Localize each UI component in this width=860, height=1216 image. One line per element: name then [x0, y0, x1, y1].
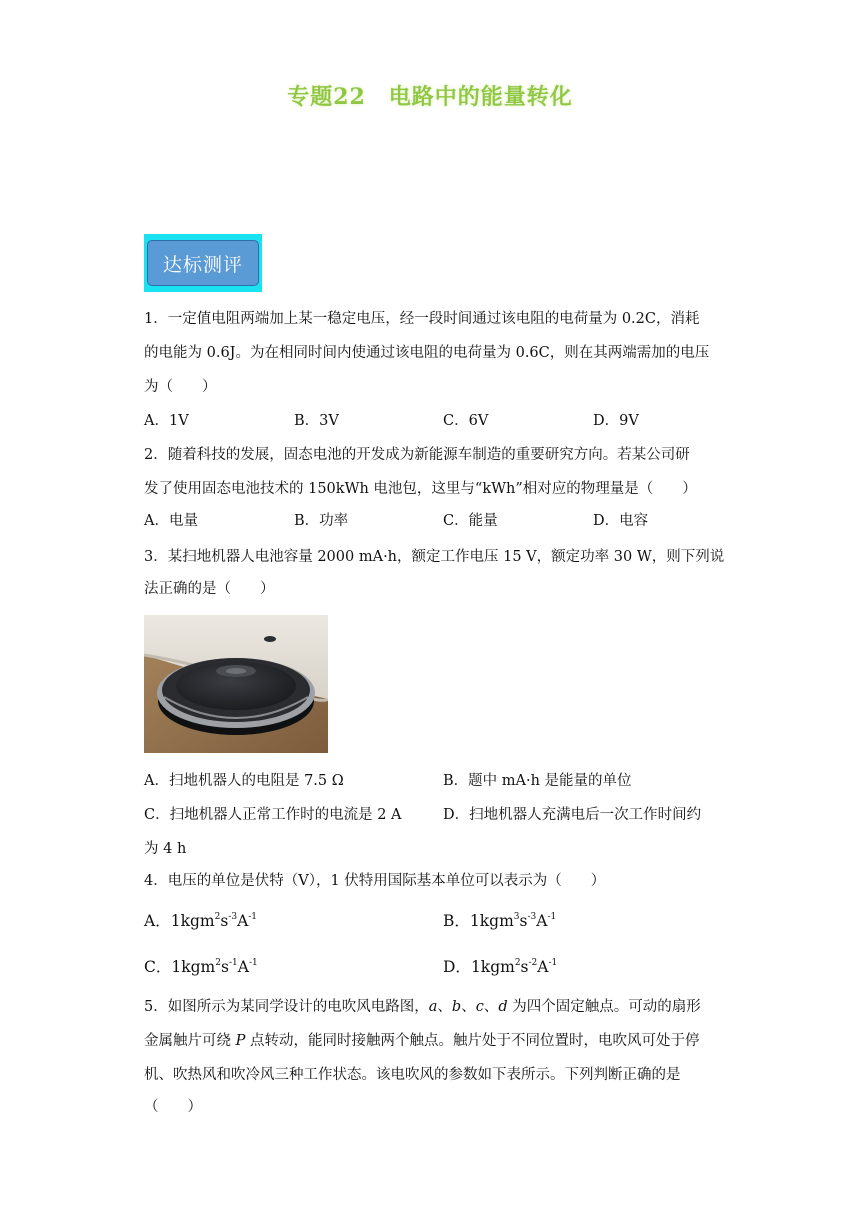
q2-option-b: B．功率	[294, 513, 349, 529]
q1-line-1: 1．一定值电阻两端加上某一稳定电压，经一段时间通过该电阻的电荷量为 0.2C，消耗	[144, 311, 700, 327]
q1-option-d: D．9V	[593, 413, 639, 429]
q3-line-1: 3．某扫地机器人电池容量 2000 mA·h，额定工作电压 15 V，额定功率 30 W，则下列说	[144, 549, 725, 565]
q1-option-c: C．6V	[443, 413, 489, 429]
q4-option-a: A．$1kgm^2s^{-3}A^{-1}$	[144, 912, 258, 930]
q2-line-2: 发了使用固态电池技术的 150kWh 电池包，这里与“kWh”相对应的物理量是（ ）	[144, 481, 697, 497]
q5-line-1: 5．如图所示为某同学设计的电吹风电路图，a、b、c、d 为四个固定触点。可动的扇形	[144, 999, 701, 1015]
robot-vacuum-photo	[144, 615, 328, 753]
q4-option-b: B．$1kgm^3s^{-3}A^{-1}$	[443, 912, 557, 930]
q3-option-b: B．题中 mA·h 是能量的单位	[443, 773, 632, 789]
section-badge-label: 达标测评	[147, 240, 259, 286]
q3-option-d: D．扫地机器人充满电后一次工作时间约	[443, 807, 702, 823]
q1-line-3: 为（ ）	[144, 379, 217, 395]
q5-line-2: 金属触片可绕 P 点转动，能同时接触两个触点。触片处于不同位置时，电吹风可处于停	[144, 1033, 700, 1049]
q1-option-a: A．1V	[144, 413, 189, 429]
q3-line-2: 法正确的是（ ）	[144, 581, 275, 597]
q2-option-a: A．电量	[144, 513, 198, 529]
section-badge	[144, 234, 262, 292]
q5-line-4: （ ）	[144, 1099, 202, 1115]
q3-option-c: C．扫地机器人正常工作时的电流是 2 A	[144, 807, 402, 823]
q3-option-a: A．扫地机器人的电阻是 7.5 Ω	[144, 773, 344, 789]
q2-line-1: 2．随着科技的发展，固态电池的开发成为新能源车制造的重要研究方向。若某公司研	[144, 447, 690, 463]
q5-line-3: 机、吹热风和吹冷风三种工作状态。该电吹风的参数如下表所示。下列判断正确的是	[144, 1067, 681, 1083]
q2-option-d: D．电容	[593, 513, 649, 529]
q4-stem: 4．电压的单位是伏特（V），1 伏特用国际基本单位可以表示为（ ）	[144, 873, 606, 889]
q2-option-c: C．能量	[443, 513, 498, 529]
q1-line-2: 的电能为 0.6J。为在相同时间内使通过该电阻的电荷量为 0.6C，则在其两端需加的电压	[144, 345, 710, 361]
q4-option-c: C．$1kgm^2s^{-1}A^{-1}$	[144, 958, 258, 976]
page-title: 专题22 电路中的能量转化	[287, 84, 573, 110]
q4-option-d: D．$1kgm^2s^{-2}A^{-1}$	[443, 958, 558, 976]
q3-option-d-continued: 为 4 h	[144, 841, 187, 857]
q1-option-b: B．3V	[294, 413, 339, 429]
